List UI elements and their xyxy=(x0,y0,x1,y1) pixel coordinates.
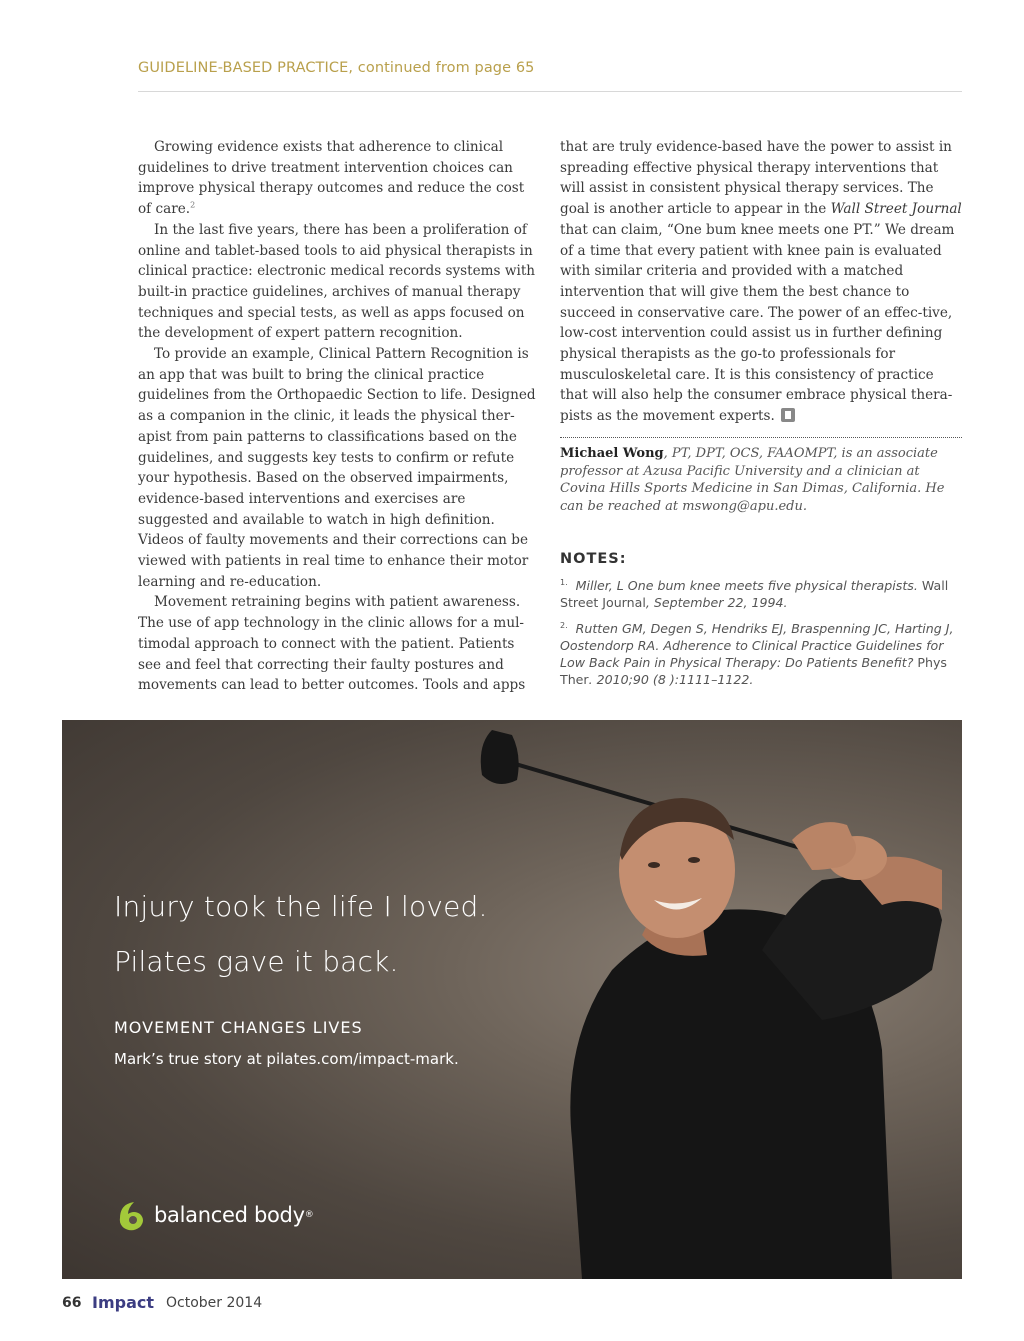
paragraph-text: that are truly evidence-based have the power to assist in spreading effective physical therapy interventions that will assist in consistent physical therapy services. The goal is another article to appear in the xyxy=(560,139,952,218)
magazine-name: Impact xyxy=(92,1293,155,1312)
running-head: GUIDELINE-BASED PRACTICE, continued from page 65 xyxy=(138,60,535,76)
paragraph: Movement retraining begins with patient awareness. The use of app technology in the clinic allows for a mul-timodal approach to connect with the patient. Patients see and feel that correcting their faulty postures and movements can lead to better outcomes. Tools and apps xyxy=(138,594,526,694)
journal-title: Wall Street Journal xyxy=(830,201,962,218)
brand-name: balanced body xyxy=(154,1203,305,1227)
paragraph-text: Growing evidence exists that adherence to clinical guidelines to drive treatment intervention choices can improve physical therapy outcomes and reduce the cost of care. xyxy=(138,139,525,218)
note-text: . 2010;90 (8 ):1111–1122. xyxy=(588,672,754,687)
notes-heading: NOTES: xyxy=(560,551,627,567)
note-text: Miller, L One bum knee meets five physical therapists. xyxy=(575,578,922,593)
note-number: 1. xyxy=(560,577,568,587)
registered-mark: ® xyxy=(304,1210,314,1220)
bio-divider xyxy=(560,437,962,438)
page-number: 66 xyxy=(62,1295,82,1311)
balanced-body-logo xyxy=(114,1198,313,1232)
article-column-left xyxy=(138,137,538,696)
advertisement xyxy=(62,720,962,1279)
header-divider xyxy=(138,91,962,92)
note-journal: Wall Street Journal xyxy=(560,578,949,610)
issue-date: October 2014 xyxy=(166,1295,263,1311)
paragraph xyxy=(560,137,962,427)
paragraph-text: that can claim, “One bum knee meets one PT.” We dream of a time that every patient with knee pain is evaluated with similar criteria and provided with a matched intervention that will give them the best chance to succeed in conservative care. The power of an effec-tive, low-cost intervention could assist us in further defining physical therapists as the go-to professionals for musculoskeletal care. It is this consistency of practice that will also help the consumer embrace physical thera-pists as the movement experts. xyxy=(560,221,955,425)
ad-headline: Injury took the life I loved. xyxy=(114,890,488,923)
author-bio xyxy=(560,445,962,515)
author-description: , PT, DPT, OCS, FAAOMPT, is an associate professor at Azusa Pacific University and a clinician at Covina Hills Sports Medicine in San Dimas, California. He can be reached at mswong@apu.edu. xyxy=(560,446,945,514)
note-item xyxy=(560,577,962,611)
ad-tagline: MOVEMENT CHANGES LIVES xyxy=(114,1018,363,1037)
end-of-article-icon xyxy=(781,408,795,422)
paragraph: To provide an example, Clinical Pattern Recognition is an app that was built to bring the clinical practice guidelines from the Orthopaedic Section to life. Designed as a companion in the clinic, it leads the physical ther-apist from pain patterns to classifications based on the guidelines, and suggests key tests to confirm or refute your hypothesis. Based on the observed impairments, evidence-based interventions and exercises are suggested and available to watch in high definition. Videos of faulty movements and their corrections can be viewed with patients in real time to enhance their motor learning and re-education. xyxy=(138,346,536,590)
note-journal: Phys Ther xyxy=(560,655,947,687)
paragraph xyxy=(138,137,538,220)
golfer-photo xyxy=(462,720,962,1279)
ad-headline: Pilates gave it back. xyxy=(114,945,399,978)
balanced-body-logo-icon xyxy=(114,1198,148,1232)
note-item xyxy=(560,620,962,688)
paragraph: In the last five years, there has been a proliferation of online and tablet-based tools to aid physical therapists in clinical practice: electronic medical records systems with built-in practice guidelines, archives of manual therapy techniques and special tests, as well as apps focused on the development of expert pattern recognition. xyxy=(138,221,536,342)
note-text: , September 22, 1994. xyxy=(645,595,788,610)
note-number: 2. xyxy=(560,620,568,630)
note-text: Rutten GM, Degen S, Hendriks EJ, Braspenning JC, Harting J, Oostendorp RA. Adherence to Clinical Practice Guidelines for Low Back Pain in Physical Therapy: Do Patients Benefit? xyxy=(560,621,954,670)
citation-marker: 2 xyxy=(190,200,196,210)
ad-url-line: Mark’s true story at pilates.com/impact-mark. xyxy=(114,1050,459,1068)
author-name: Michael Wong xyxy=(560,446,664,461)
article-column-right xyxy=(560,137,962,427)
